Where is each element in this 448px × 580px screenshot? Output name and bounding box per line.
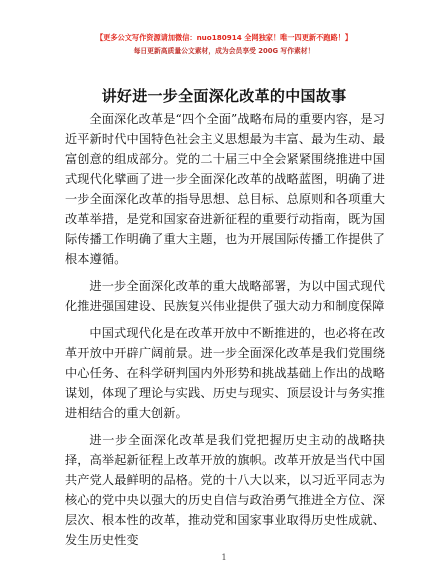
promo-banner-line-1: 【更多公文写作资源请加微信：nuo180914 全网独家！唯一四更新不跑路！】 (95, 33, 353, 42)
document-title: 讲好进一步全面深化改革的中国故事 (101, 87, 347, 105)
paragraph-3: 中国式现代化是在改革开放中不断推进的，也必将在改革开放中开辟广阔前景。进一步全面深化改革是我们党围绕中心任务、在科学研判国内外形势和挑战基础上作出的战略谋划，体现了理论与实践、历史与现实、顶层设计与务实推进相结合的重大创新。 (65, 326, 385, 420)
paragraph-1: 全面深化改革是“四个全面”战略布局的重要内容，是习近平新时代中国特色社会主义思想最为丰富、最为生动、最富创意的组成部分。党的二十届三中全会紧紧围绕推进中国式现代化擘画了进一步全面深化改革的战略蓝图，明确了进一步全面深化改革的指导思想、总目标、总原则和各项重大改革举措，是党和国家奋进新征程的重要行动指南，既为国际传播工作明确了重大主题，也为开展国际传播工作提供了根本遵循。 (65, 112, 385, 266)
document-body (65, 109, 385, 557)
promo-banner-line-2: 每日更新高质量公文素材，成为会员享受 200G 写作素材！ (133, 47, 315, 55)
paragraph-2: 进一步全面深化改革的重大战略部署，为以中国式现代化推进强国建设、民族复兴伟业提供了强大动力和制度保障 (65, 279, 385, 313)
paragraph-4: 进一步全面深化改革是我们党把握历史主动的战略抉择，高举起新征程上改革开放的旗帜。改革开放是当代中国共产党人最鲜明的品格。党的十八大以来，以习近平同志为核心的党中央以强大的历史自信与政治勇气推进全方位、深层次、根本性的改革，推动党和国家事业取得历史性成就、发生历史性变 (65, 433, 385, 547)
page-number: 1 (221, 553, 227, 562)
